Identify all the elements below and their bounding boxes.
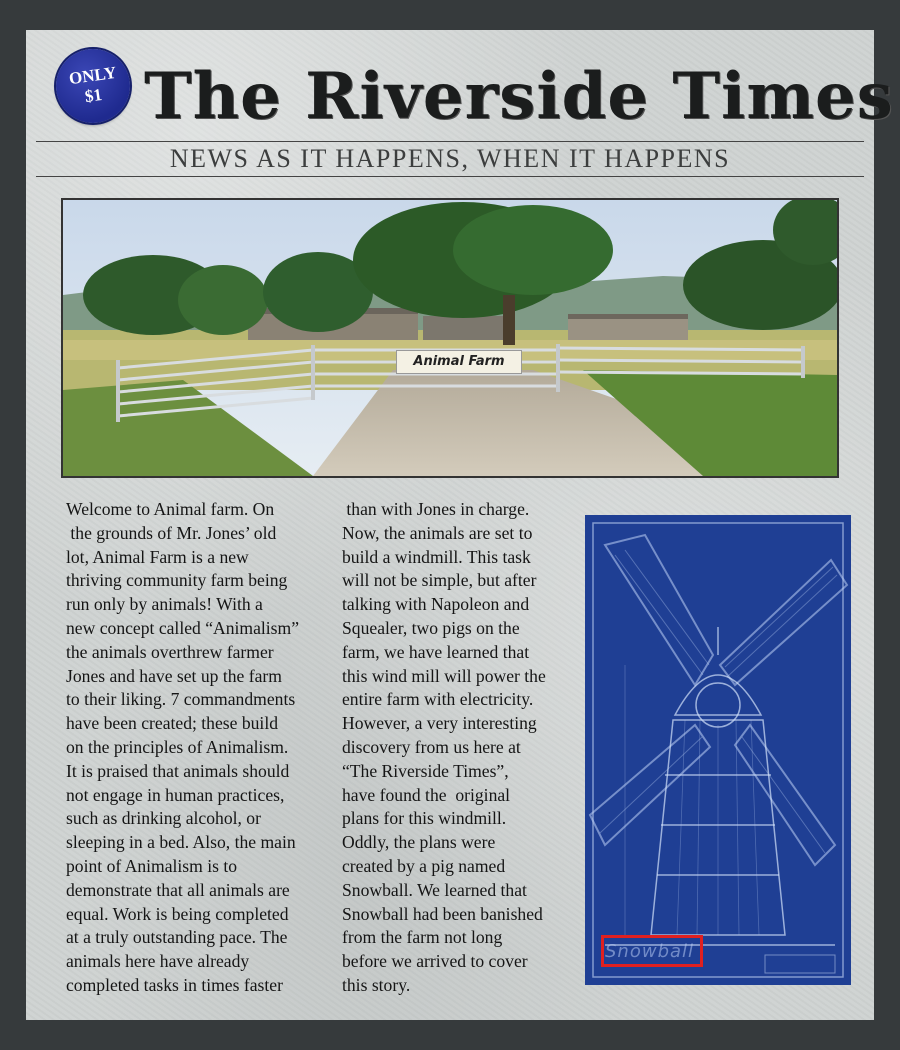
article-line: animals here have already [66,951,250,972]
windmill-drawing [585,515,851,985]
article-line: lot, Animal Farm is a new [66,546,249,567]
article-line: the animals overthrew farmer [66,641,274,662]
article-line: equal. Work is being completed [66,903,289,924]
article-line: However, a very interesting [342,713,537,734]
article-line: Now, the animals are set to [342,522,533,543]
article-line: from the farm not long [342,927,503,948]
divider-top [36,141,864,142]
article-column-2 [342,498,604,998]
article-line: talking with Napoleon and [342,594,530,615]
article-line: Jones and have set up the farm [66,665,282,686]
article-line: have found the original [342,784,511,805]
masthead-title: The Riverside Times [144,59,894,134]
article-line: not engage in human practices, [66,784,285,805]
article-line: “The Riverside Times”, [342,760,509,781]
signature-highlight-box [601,935,703,967]
newspaper-page [26,30,894,1020]
article-line: the grounds of Mr. Jones’ old [66,522,277,543]
badge-line2: $1 [83,84,103,107]
article-line: plans for this windmill. [342,808,507,829]
article-line: discovery from us here at [342,736,521,757]
article-line: to their liking. 7 commandments [66,689,296,710]
blueprint-signature: Snowball [605,941,695,962]
badge-line1: ONLY [68,62,118,89]
divider-bottom [36,176,864,177]
article-line: run only by animals! With a [66,594,263,615]
article-line: thriving community farm being [66,570,288,591]
article-line: It is praised that animals should [66,760,290,781]
article-column-1 [66,498,328,998]
article-line: Snowball. We learned that [342,879,527,900]
article-line: build a windmill. This task [342,546,531,567]
article-line: new concept called “Animalism” [66,617,300,638]
article-line: Snowball had been banished [342,903,543,924]
article-line: Oddly, the plans were [342,832,496,853]
article-line: before we arrived to cover [342,951,528,972]
article-line: will not be simple, but after [342,570,537,591]
article-line: this wind mill will power the [342,665,546,686]
article-line: on the principles of Animalism. [66,736,289,757]
article-line: such as drinking alcohol, or [66,808,261,829]
article-line: sleeping in a bed. Also, the main [66,832,296,853]
article-line: entire farm with electricity. [342,689,534,710]
article-line: demonstrate that all animals are [66,879,290,900]
windmill-blueprint [585,515,851,985]
article-line: than with Jones in charge. [342,499,530,519]
tagline: NEWS AS IT HAPPENS, WHEN IT HAPPENS [169,144,731,173]
article-line: point of Animalism is to [66,855,238,876]
article-line: this story. [342,974,411,995]
article-line: at a truly outstanding pace. The [66,927,288,948]
article-line: farm, we have learned that [342,641,530,662]
article-line: created by a pig named [342,855,506,876]
price-badge [56,49,130,123]
article-line: completed tasks in times faster [66,974,283,995]
farm-scene-illustration [63,200,837,476]
article-line: have been created; these build [66,713,279,734]
farm-sign: Animal Farm [396,350,522,374]
article-line: Squealer, two pigs on the [342,617,520,638]
article-line: Welcome to Animal farm. On [66,499,275,519]
farm-photo [61,198,839,478]
